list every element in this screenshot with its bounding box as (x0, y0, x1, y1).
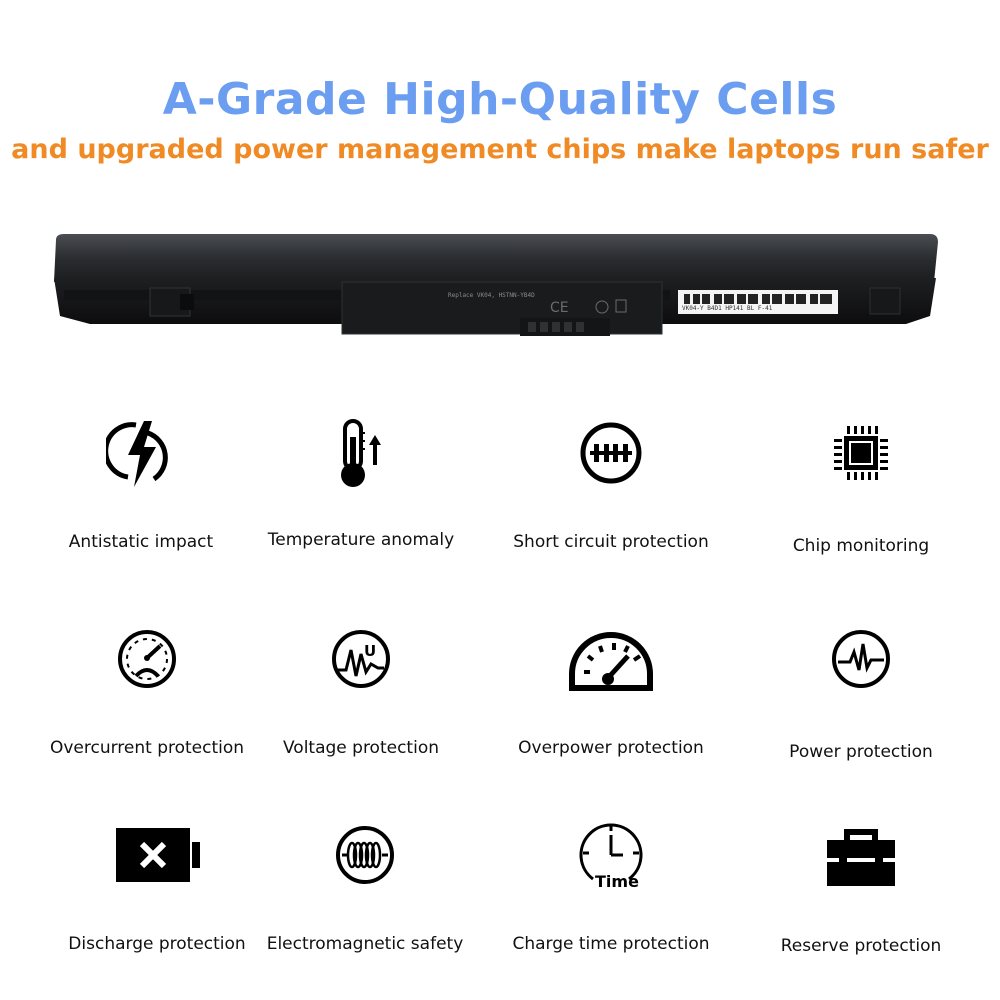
time-word: Time (595, 872, 639, 891)
feature-label: Overpower protection (518, 738, 704, 758)
feature-label: Overcurrent protection (49, 738, 245, 758)
feature-label: Short circuit protection (513, 532, 709, 552)
battery-illustration (50, 232, 940, 344)
subheadline: and upgraded power management chips make laptops run safer (11, 134, 989, 165)
voltage-wave-icon (236, 614, 486, 704)
toolbox-icon (736, 810, 986, 900)
svg-text:CE: CE (550, 300, 569, 316)
coil-icon (240, 810, 490, 900)
feature-label: Electromagnetic safety (266, 934, 464, 954)
lightning-shield-icon (16, 408, 266, 498)
battery-image (50, 232, 940, 344)
sad-gauge-icon (22, 614, 272, 704)
short-circuit-icon (486, 408, 736, 498)
feature-label: Chip monitoring (792, 536, 930, 556)
feature-label: Discharge protection (68, 934, 246, 954)
feature-label: Antistatic impact (68, 532, 214, 552)
chip-icon (736, 408, 986, 498)
thermometer-icon (236, 408, 486, 498)
feature-label: Power protection (789, 742, 933, 762)
pulse-icon (736, 614, 986, 704)
battery-barcode-text: VK04-Y B4D1 HP141 BL F-41 (682, 305, 773, 312)
battery-model-text: Replace VK04, HSTNN-YB4D (448, 292, 535, 299)
headline: A-Grade High-Quality Cells (162, 74, 838, 125)
voltage-letter: U (364, 642, 377, 660)
clock-time-icon (486, 810, 736, 900)
feature-label: Reserve protection (780, 936, 942, 956)
speedometer-icon (486, 614, 736, 704)
feature-label: Voltage protection (282, 738, 439, 758)
feature-label: Temperature anomaly (267, 530, 455, 550)
feature-label: Charge time protection (512, 934, 710, 954)
